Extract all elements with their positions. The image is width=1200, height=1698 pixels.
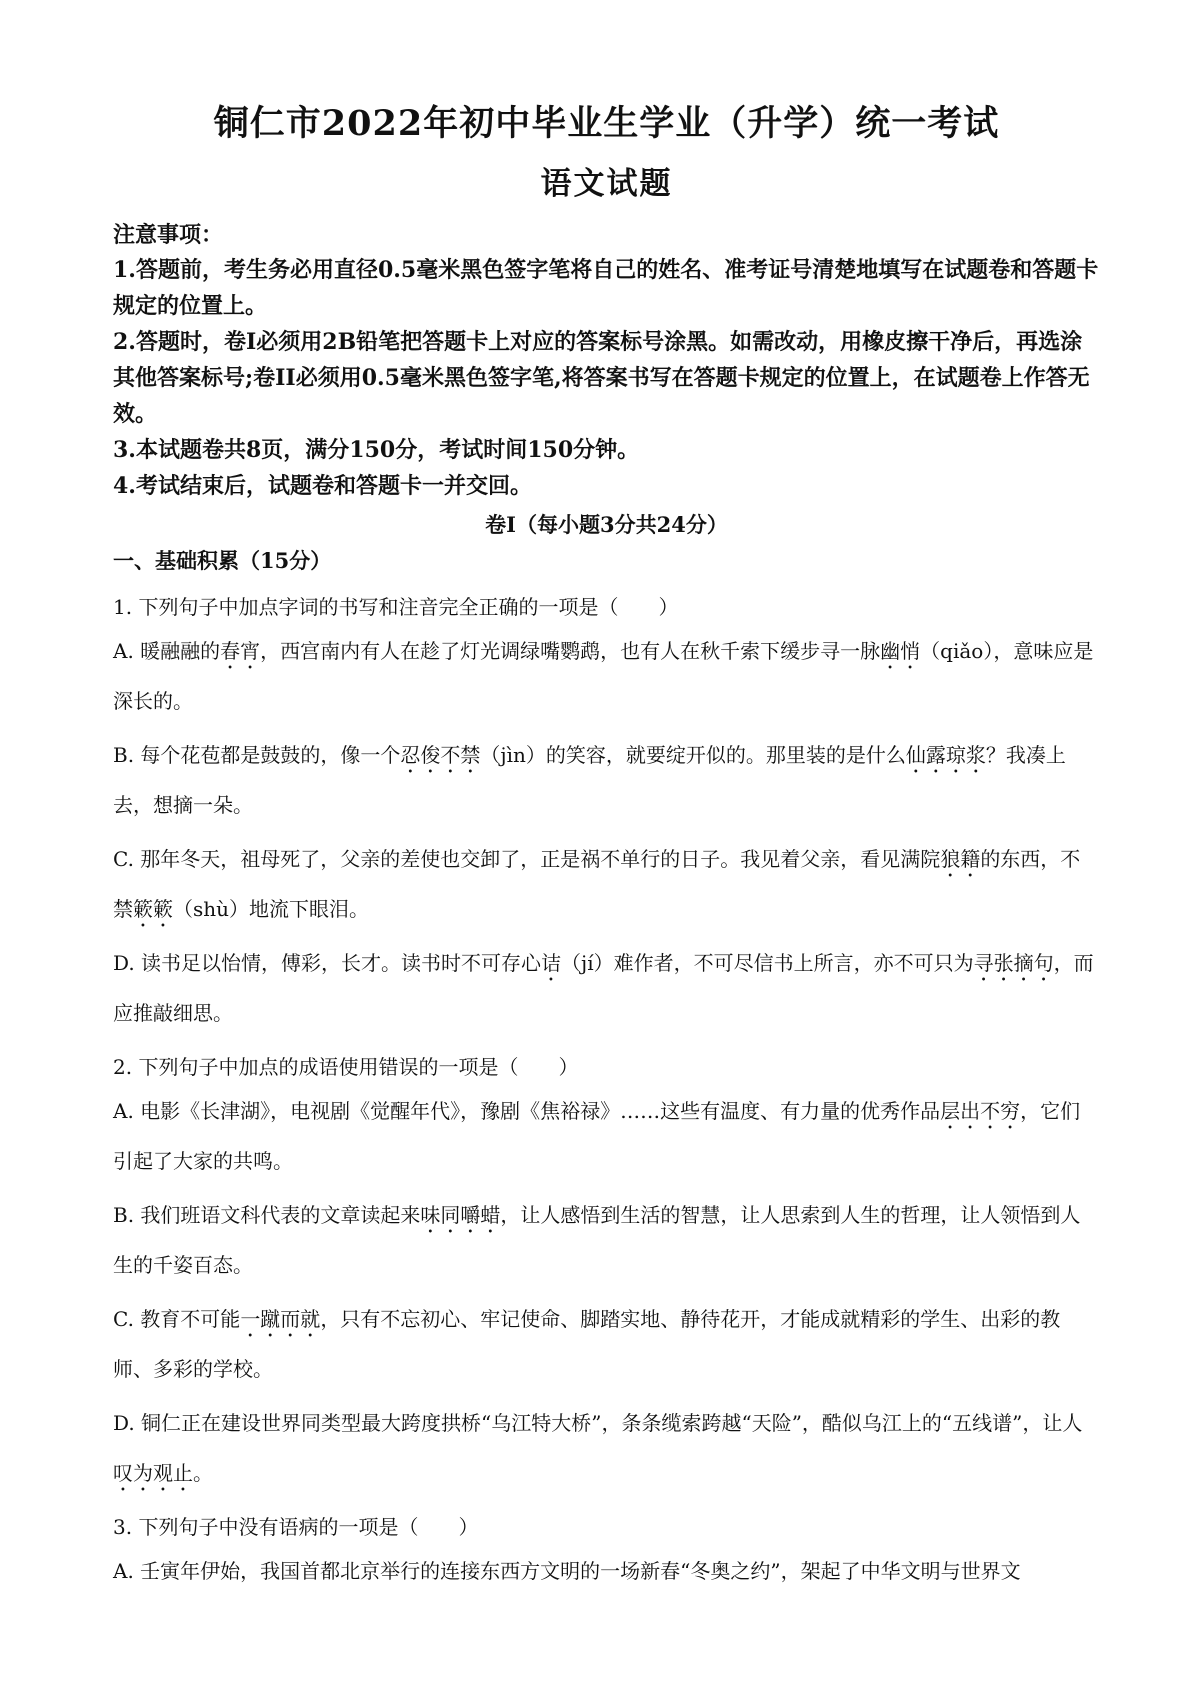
question-2-option-a bbox=[113, 1086, 1100, 1186]
part-heading: 卷I（每小题3分共24分） bbox=[485, 512, 728, 537]
dotted-word: 叹为观止 bbox=[113, 1461, 193, 1485]
notice-item-3: 3.本试题卷共8页，满分150分，考试时间150分钟。 bbox=[113, 437, 640, 463]
option-text: ，而应推敲细思。 bbox=[113, 951, 1094, 1025]
question-3 bbox=[113, 1512, 1100, 1596]
option-text: D. 铜仁正在建设世界同类型最大跨度拱桥“乌江特大桥”，条条缆索跨越“天险”，酷似乌江上的“五线谱”，让人 bbox=[113, 1411, 1083, 1435]
question-1-stem: 1. 下列句子中加点字词的书写和注音完全正确的一项是（ ） bbox=[113, 595, 679, 619]
option-text: D. 读书足以怡情，傅彩，长才。读书时不可存心 bbox=[113, 951, 542, 975]
option-text: ，它们引起了大家的共鸣。 bbox=[113, 1099, 1081, 1173]
dotted-word: 味同嚼蜡 bbox=[420, 1203, 501, 1227]
option-text: ，只有不忘初心、牢记使命、脚踏实地、静待花开，才能成就精彩的学生、出彩的教师、多彩的学校。 bbox=[113, 1307, 1061, 1381]
notice-item-2: 2.答题时，卷I必须用2B铅笔把答题卡上对应的答案标号涂黑。如需改动，用橡皮擦干净后，再选涂其他答案标号;卷II必须用0.5毫米黑色签字笔,将答案书写在答题卡规定的位置上，在试题卷上作答无效。 bbox=[113, 329, 1090, 427]
option-text: C. 那年冬天，祖母死了，父亲的差使也交卸了，正是祸不单行的日子。我见着父亲，看见满院 bbox=[113, 847, 941, 871]
notice-heading: 注意事项： bbox=[113, 222, 224, 248]
question-1-option-b bbox=[113, 730, 1100, 830]
question-3-stem: 3. 下列句子中没有语病的一项是（ ） bbox=[113, 1515, 479, 1539]
option-text: 。 bbox=[193, 1461, 213, 1485]
question-2-option-d bbox=[113, 1398, 1100, 1498]
question-2-option-c bbox=[113, 1294, 1100, 1394]
dotted-word: 诘 bbox=[541, 951, 562, 975]
option-text: ，让人感悟到生活的智慧，让人思索到人生的哲理，让人领悟到人生的千姿百态。 bbox=[113, 1203, 1081, 1277]
option-text: ，西宫南内有人在趁了灯光调绿嘴鹦鹉，也有人在秋千索下缓步寻一脉 bbox=[260, 639, 881, 663]
exam-title: 铜仁市2022年初中毕业生学业（升学）统一考试 bbox=[213, 103, 1000, 144]
dotted-word: 层出不穷 bbox=[940, 1099, 1021, 1123]
exam-subtitle: 语文试题 bbox=[540, 166, 673, 202]
option-text: （jí）难作者，不可尽信书上所言，亦不可只为 bbox=[561, 951, 974, 975]
notice-section bbox=[113, 218, 1100, 504]
option-text: A. 暖融融的 bbox=[113, 639, 221, 663]
question-2-stem: 2. 下列句子中加点的成语使用错误的一项是（ ） bbox=[113, 1055, 579, 1079]
option-text: 的东西，不禁 bbox=[113, 847, 1081, 921]
section-heading: 一、基础积累（15分） bbox=[113, 548, 332, 573]
question-2-option-b bbox=[113, 1190, 1100, 1290]
question-1-option-c bbox=[113, 834, 1100, 934]
option-text: A. 电影《长津湖》，电视剧《觉醒年代》，豫剧《焦裕禄》……这些有温度、有力量的优秀作品 bbox=[113, 1099, 941, 1123]
dotted-word: 一蹴而就 bbox=[240, 1307, 321, 1331]
option-text: C. 教育不可能 bbox=[113, 1307, 241, 1331]
dotted-word: 狼籍 bbox=[940, 847, 981, 871]
dotted-word: 忍俊不禁 bbox=[400, 743, 481, 767]
question-1-option-d bbox=[113, 938, 1100, 1038]
question-1 bbox=[113, 592, 1100, 1038]
option-text: B. 我们班语文科代表的文章读起来 bbox=[113, 1203, 421, 1227]
option-text: （qiǎo），意味应是深长的。 bbox=[113, 639, 1094, 713]
option-text: （shù）地流下眼泪。 bbox=[173, 897, 370, 921]
notice-item-1: 1.答题前，考生务必用直径0.5毫米黑色签字笔将自己的姓名、准考证号清楚地填写在试题卷和答题卡规定的位置上。 bbox=[113, 257, 1099, 319]
dotted-word: 簌簌 bbox=[133, 897, 173, 921]
option-text: ？我凑上去，想摘一朵。 bbox=[113, 743, 1066, 817]
option-text: （jìn）的笑容，就要绽开似的。那里装的是什么 bbox=[480, 743, 906, 767]
notice-item-4: 4.考试结束后，试题卷和答题卡一并交回。 bbox=[113, 473, 532, 499]
question-3-option-a: A. 壬寅年伊始，我国首都北京举行的连接东西方文明的一场新春“冬奥之约”，架起了中华文明与世界文 bbox=[113, 1559, 1021, 1583]
dotted-word: 春宵 bbox=[220, 639, 261, 663]
option-text: B. 每个花苞都是鼓鼓的，像一个 bbox=[113, 743, 401, 767]
dotted-word: 仙露琼浆 bbox=[905, 743, 986, 767]
question-1-option-a bbox=[113, 626, 1100, 726]
question-2 bbox=[113, 1052, 1100, 1498]
dotted-word: 幽悄 bbox=[880, 639, 921, 663]
dotted-word: 寻张摘句 bbox=[973, 951, 1054, 975]
